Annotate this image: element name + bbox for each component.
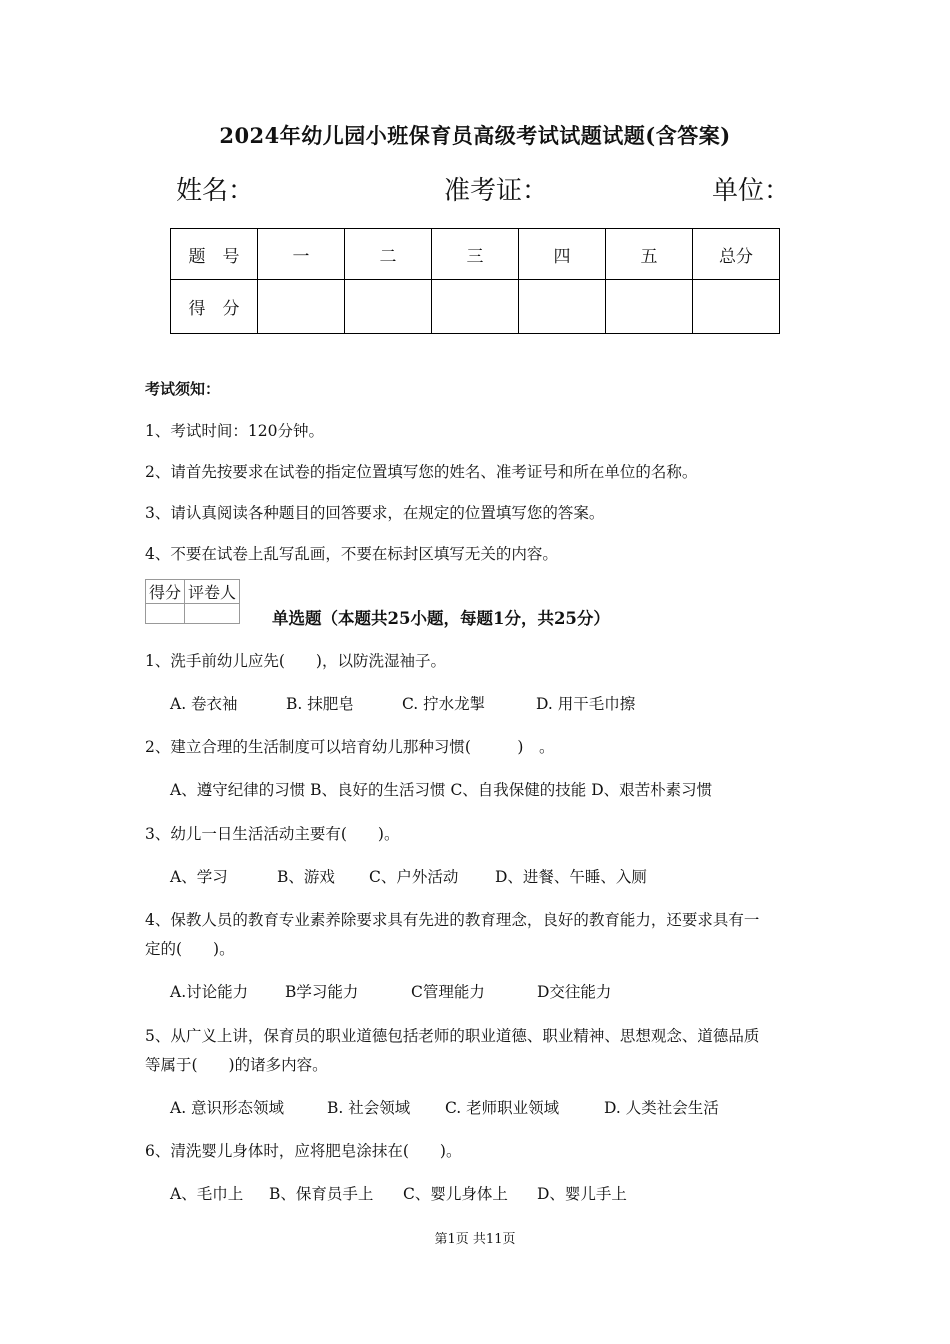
option: B学习能力: [285, 983, 359, 1001]
option: D、进餐、午睡、入厕: [495, 868, 647, 886]
option: B. 社会领域: [327, 1099, 411, 1117]
option: B、保育员手上: [269, 1185, 374, 1203]
score-header-cell: 三: [432, 229, 519, 280]
notice-item: 2、请首先按要求在试卷的指定位置填写您的姓名、准考证号和所在单位的名称。: [145, 463, 698, 481]
score-cell: [258, 280, 345, 334]
option: C. 拧水龙掣: [402, 695, 486, 713]
page-footer: 第1页 共11页: [434, 1232, 516, 1247]
option: C、婴儿身体上: [403, 1185, 508, 1203]
option: D. 用干毛巾擦: [536, 695, 636, 713]
score-header-cell: 题 号: [171, 229, 258, 280]
notice-heading: 考试须知：: [145, 380, 221, 398]
grader-score-cell: [146, 604, 185, 624]
score-header-cell: 五: [606, 229, 693, 280]
score-cell: [345, 280, 432, 334]
option: A、学习: [170, 868, 228, 886]
option: A. 意识形态领域: [170, 1099, 285, 1117]
question-text: 6、清洗婴儿身体时，应将肥皂涂抹在( )。: [145, 1142, 462, 1160]
score-header-cell: 一: [258, 229, 345, 280]
option: D、婴儿手上: [537, 1185, 627, 1203]
grader-score-label: 得分: [146, 580, 185, 604]
option: A、毛巾上: [170, 1185, 244, 1203]
score-header-row: [171, 229, 780, 280]
notice-item: 3、请认真阅读各种题目的回答要求，在规定的位置填写您的答案。: [145, 504, 605, 522]
name-label: 姓名：: [176, 176, 255, 206]
option: C. 老师职业领域: [445, 1099, 560, 1117]
question-text: 5、从广义上讲，保育员的职业道德包括老师的职业道德、职业精神、思想观念、道德品质: [145, 1027, 760, 1045]
option: B、游戏: [277, 868, 335, 886]
notice-item: 4、不要在试卷上乱写乱画，不要在标封区填写无关的内容。: [145, 545, 558, 563]
grader-reviewer-cell: [185, 604, 240, 624]
notice-item: 1、考试时间：120分钟。: [145, 422, 324, 440]
question-text: 4、保教人员的教育专业素养除要求具有先进的教育理念，良好的教育能力，还要求具有一: [145, 911, 760, 929]
score-cell: [693, 280, 780, 334]
option: C管理能力: [411, 983, 485, 1001]
question-text-cont: 等属于( )的诸多内容。: [145, 1056, 328, 1074]
option: C、户外活动: [369, 868, 459, 886]
exam-id-label: 准考证：: [444, 176, 549, 206]
page-title: 2024年幼儿园小班保育员高级考试试题试题(含答案): [219, 123, 731, 148]
question-text: 1、洗手前幼儿应先( )，以防洗湿袖子。: [145, 652, 446, 670]
option: A. 卷衣袖: [170, 695, 238, 713]
option: D. 人类社会生活: [604, 1099, 719, 1117]
section-title: 单选题（本题共25小题，每题1分，共25分）: [272, 609, 610, 628]
question-text: 2、建立合理的生活制度可以培育幼儿那种习惯( ) 。: [145, 738, 555, 756]
option: B. 抹肥皂: [286, 695, 354, 713]
unit-label: 单位：: [712, 176, 791, 206]
question-text-cont: 定的( )。: [145, 940, 235, 958]
option: D交往能力: [537, 983, 612, 1001]
grader-reviewer-label: 评卷人: [185, 580, 240, 604]
score-cell: [606, 280, 693, 334]
option: A.讨论能力: [170, 983, 249, 1001]
score-header-cell: 总分: [693, 229, 780, 280]
score-cell: [519, 280, 606, 334]
score-table: [170, 228, 780, 334]
score-cell: [432, 280, 519, 334]
grader-table: [145, 579, 240, 624]
score-row-label: 得 分: [171, 280, 258, 334]
score-header-cell: 四: [519, 229, 606, 280]
score-header-cell: 二: [345, 229, 432, 280]
score-value-row: [171, 280, 780, 334]
option: A、遵守纪律的习惯 B、良好的生活习惯 C、自我保健的技能 D、艰苦朴素习惯: [170, 781, 713, 799]
question-text: 3、幼儿一日生活活动主要有( )。: [145, 825, 400, 843]
